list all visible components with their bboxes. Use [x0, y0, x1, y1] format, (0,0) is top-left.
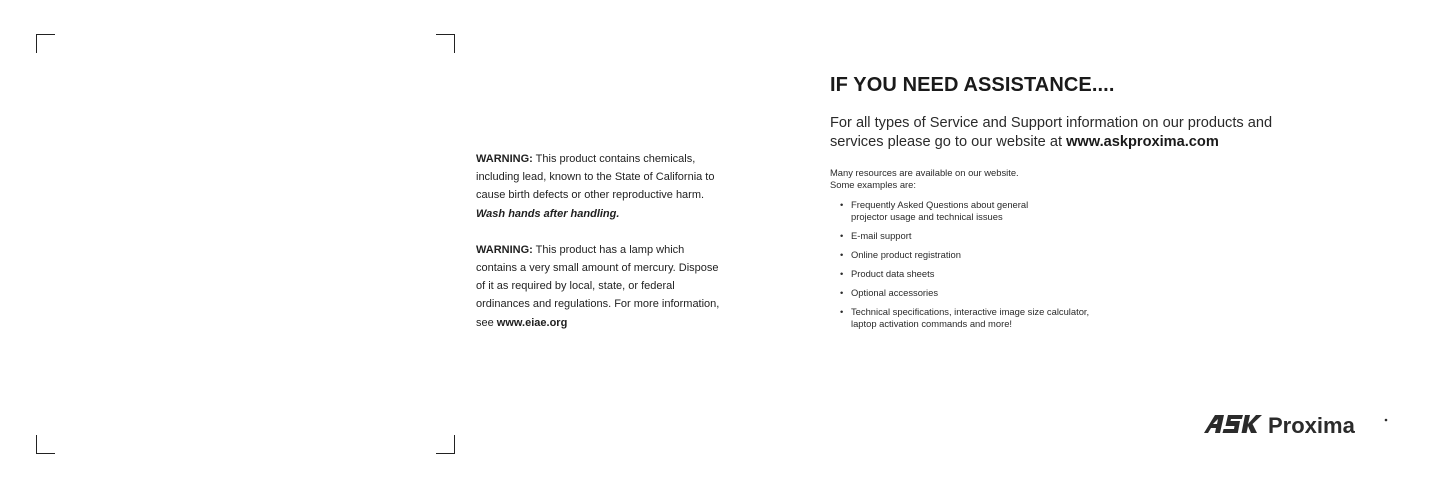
list-item [830, 230, 1300, 242]
warning-label: WARNING: [476, 243, 533, 256]
intro-text: For all types of Service and Support information on our products and services please go to our website at [830, 115, 1273, 150]
list-item-text: Optional accessories [851, 287, 939, 298]
bullet-icon: • [840, 268, 844, 279]
bullet-icon: • [840, 230, 844, 241]
warning-label: WARNING: [476, 153, 533, 165]
bullet-icon: • [840, 287, 844, 298]
list-item [830, 249, 1300, 261]
crop-mark-top-right [436, 34, 455, 53]
warning-text: This product has a lamp which contains a very small amount of mercury. Dispose of it as required by local, state, or federal ordinances and regulations. For more information, see [476, 243, 720, 329]
list-item-text: Product data sheets [851, 268, 935, 279]
ask-proxima-logo [1204, 410, 1390, 438]
crop-mark-bottom-left [36, 435, 55, 454]
list-item [830, 287, 1300, 299]
list-item-text: Online product registration [851, 249, 961, 260]
list-item-text: E-mail support [851, 230, 912, 241]
crop-mark-bottom-right [436, 435, 455, 454]
list-item [830, 199, 1300, 223]
website-link[interactable]: www.askproxima.com [1066, 133, 1219, 150]
list-item-text: projector usage and technical issues [851, 211, 1003, 222]
proxima-wordmark: Proxima [1268, 413, 1355, 438]
examples-list [830, 199, 1300, 330]
warning-chemicals [476, 150, 726, 223]
eiae-link[interactable]: www.eiae.org [496, 316, 568, 329]
resources-note [830, 167, 1300, 191]
registered-mark-icon [1385, 419, 1388, 422]
warning-text: This product contains chemicals, including lead, known to the State of California to cause birth defects or other reproductive harm. [476, 153, 715, 202]
assistance-section [830, 74, 1300, 337]
crop-mark-top-left [36, 34, 55, 53]
bullet-icon: • [840, 199, 844, 210]
list-item-text: Technical specifications, interactive image size calculator, [851, 306, 1090, 317]
bullet-icon: • [840, 249, 844, 260]
list-item-text: laptop activation commands and more! [851, 318, 1013, 329]
assistance-intro [830, 114, 1300, 151]
ask-wordmark [1204, 415, 1262, 433]
bullet-icon: • [840, 306, 844, 317]
resources-line: Some examples are: [830, 179, 916, 190]
list-item-text: Frequently Asked Questions about general [851, 199, 1029, 210]
resources-line: Many resources are available on our website. [830, 167, 1019, 178]
list-item [830, 306, 1300, 330]
warnings-section [476, 150, 726, 350]
warning-mercury [476, 241, 726, 332]
list-item [830, 268, 1300, 280]
assistance-heading: IF YOU NEED ASSISTANCE.... [830, 74, 1115, 96]
warning-emphasis: Wash hands after handling. [476, 207, 620, 220]
